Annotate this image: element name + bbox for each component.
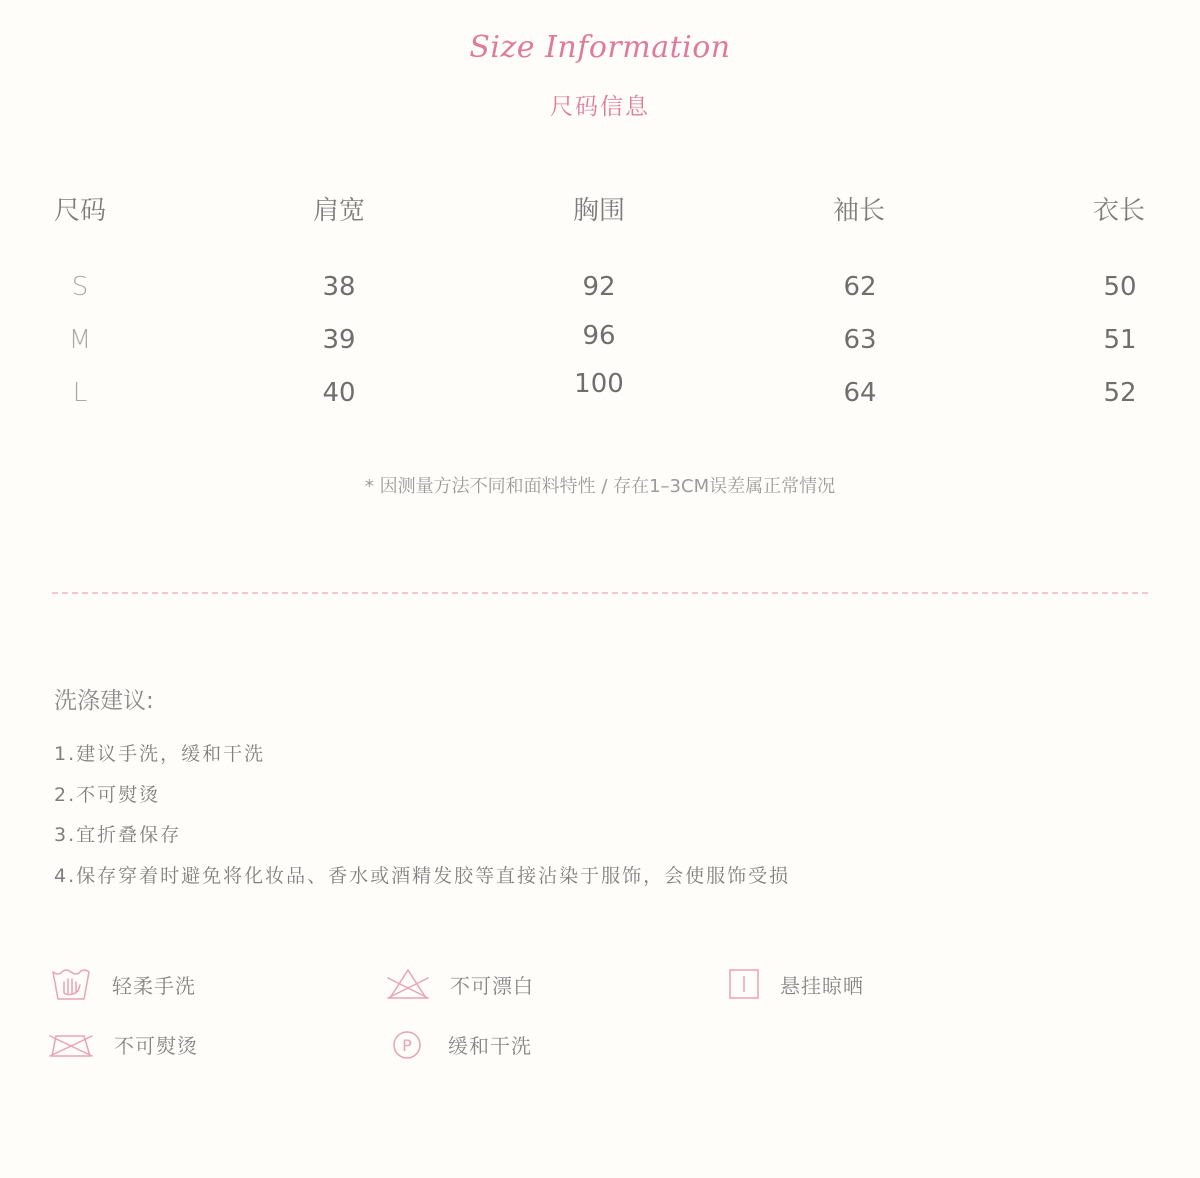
washing-title: 洗涤建议: <box>54 688 154 714</box>
table-cell: 96 <box>582 321 616 351</box>
hand-wash-icon <box>50 966 92 1002</box>
list-item: 4.保存穿着时避免将化妆品、香水或酒精发胶等直接沾染于服饰，会使服饰受损 <box>54 864 791 887</box>
header-shoulder: 肩宽 <box>312 196 365 226</box>
table-cell: 63 <box>843 325 877 355</box>
title-en: Size Information <box>469 30 731 65</box>
table-cell: 52 <box>1103 378 1137 408</box>
care-item-hand-wash <box>50 964 196 1004</box>
care-label: 悬挂晾晒 <box>780 973 864 998</box>
table-cell: 92 <box>582 272 616 302</box>
title-cn: 尺码信息 <box>550 94 650 120</box>
care-label: 轻柔手洗 <box>112 973 196 998</box>
washing-list <box>54 738 790 900</box>
table-cell: 38 <box>322 272 356 302</box>
care-item-no-bleach <box>386 964 534 1004</box>
table-cell: 51 <box>1103 325 1137 355</box>
table-cell: 100 <box>574 369 624 399</box>
table-cell: 40 <box>322 378 356 408</box>
table-cell: 50 <box>1103 272 1137 302</box>
table-cell: 39 <box>322 325 356 355</box>
header-size: 尺码 <box>53 196 106 226</box>
table-cell: 64 <box>843 378 877 408</box>
hang-dry-icon <box>728 966 760 1002</box>
care-item-no-iron <box>48 1024 198 1064</box>
dry-clean-icon <box>390 1026 428 1062</box>
table-cell: L <box>72 378 88 408</box>
table-cell: S <box>71 272 89 302</box>
table-cell: M <box>68 325 92 355</box>
measurement-note: * 因测量方法不同和面料特性 / 存在1–3CM误差属正常情况 <box>364 476 836 497</box>
care-item-hang-dry <box>728 964 864 1004</box>
list-item: 2.不可熨烫 <box>54 783 161 806</box>
no-bleach-icon <box>386 966 430 1002</box>
care-label: 不可漂白 <box>450 973 534 998</box>
list-item: 1.建议手洗，缓和干洗 <box>54 743 266 765</box>
list-item: 3.宜折叠保存 <box>54 824 182 846</box>
table-cell: 62 <box>843 272 877 302</box>
care-item-dry-clean <box>390 1024 532 1064</box>
header-sleeve: 袖长 <box>832 196 885 226</box>
section-divider <box>52 592 1148 594</box>
header-length: 衣长 <box>1092 196 1145 226</box>
care-label: 不可熨烫 <box>114 1033 198 1058</box>
header-chest: 胸围 <box>572 196 625 226</box>
no-iron-icon <box>48 1026 94 1062</box>
svg-text:P: P <box>402 1036 412 1055</box>
care-label: 缓和干洗 <box>448 1033 532 1058</box>
